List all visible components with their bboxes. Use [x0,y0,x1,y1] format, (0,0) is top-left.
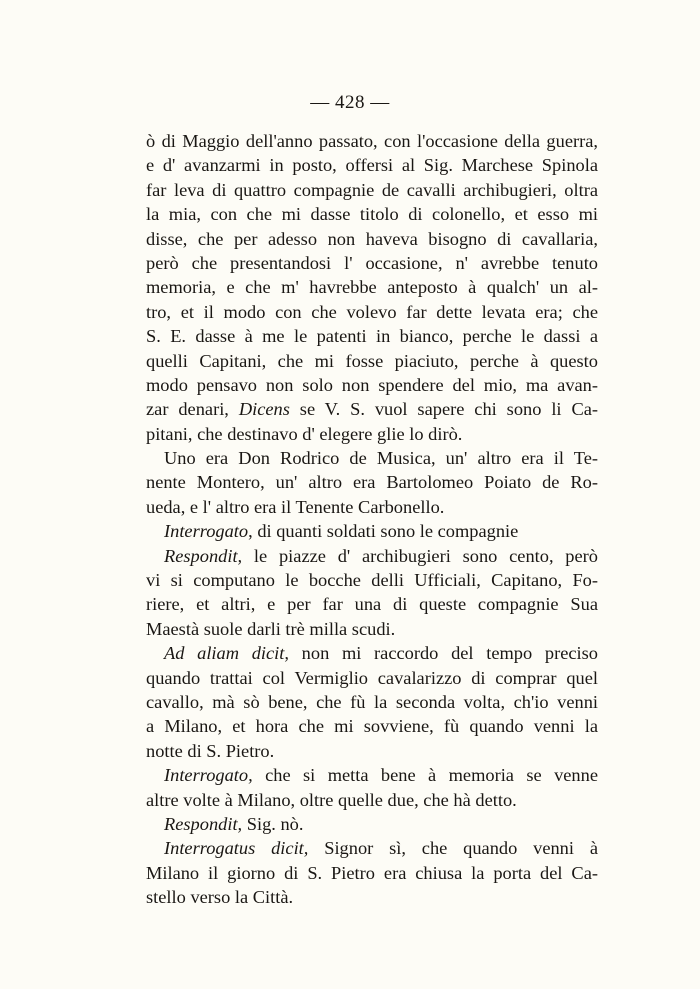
text-line [146,153,598,177]
text-line [146,373,598,397]
body-text [146,129,598,910]
italic-phrase: Dicens [238,399,290,420]
text-line [146,666,598,690]
text-line [146,178,598,202]
text-line [146,422,598,446]
text-line [146,763,598,787]
text-run: se V. S. vuol sapere chi sono li Ca- [289,399,598,420]
page-number: — 428 — [310,92,390,113]
text-line [146,129,598,153]
text-run: Uno era Don Rodrico de Musica, un' altro era il Te- [164,448,598,469]
text-run: , di quanti soldati sono le compagnie [248,521,519,542]
text-run: a Milano, et hora che mi sovviene, fù quando venni la [146,716,598,737]
italic-phrase: Interrogato, [164,765,253,786]
italic-phrase: Respondit, [164,813,243,834]
text-run: pitani, che destinavo d' elegere glie lo dirò. [146,423,463,444]
text-line [146,495,598,519]
text-line [146,349,598,373]
text-line [146,861,598,885]
text-run: vi si computano le bocche delli Ufficiali, Capitano, Fo- [146,570,598,591]
text-line [146,836,598,860]
text-run: le piazze d' archibugieri sono cento, però [242,545,598,566]
text-run: cavallo, mà sò bene, che fù la seconda volta, ch'io venni [146,691,598,712]
text-line [146,885,598,909]
text-run: ueda, e l' altro era il Tenente Carbonello. [146,496,445,517]
italic-phrase: Respondit, [164,545,243,566]
italic-phrase: Interrogato [164,521,249,542]
italic-phrase: Interrogatus dicit, [164,838,309,859]
text-line [146,812,598,836]
text-run: quando trattai col Vermiglio cavalarizzo di comprar quel [146,667,598,688]
text-run: la mia, con che mi dasse titolo di colonello, et esso mi [146,204,598,225]
text-run: disse, che per adesso non haveva bisogno di cavallaria, [146,228,598,249]
text-run: che si metta bene à memoria se venne [252,765,598,786]
text-run: stello verso la Città. [146,887,294,908]
text-run: però che presentandosi l' occasione, n' avrebbe tenuto [146,252,598,273]
text-line [146,617,598,641]
text-run: notte di S. Pietro. [146,740,275,761]
text-line [146,641,598,665]
text-run: Maestà suole darli trè milla scudi. [146,618,396,639]
text-run: altre volte à Milano, oltre quelle due, che hà detto. [146,789,517,810]
text-run: Milano il giorno di S. Pietro era chiusa la porta del Ca- [146,862,598,883]
text-line [146,300,598,324]
italic-phrase: Ad aliam dicit, [164,643,289,664]
text-run: tro, et il modo con che volevo far dette levata era; che [146,301,598,322]
text-run: riere, et altri, e per far una di queste compagnie Sua [146,594,598,615]
text-line [146,519,598,543]
text-line [146,714,598,738]
text-line [146,397,598,421]
text-run: modo pensavo non solo non spendere del mio, ma avan- [146,374,598,395]
text-run: Sig. nò. [242,813,304,834]
text-run: far leva di quattro compagnie de cavalli archibugieri, oltra [146,179,598,200]
text-line [146,251,598,275]
text-run: zar denari, [146,399,239,420]
text-line [146,446,598,470]
text-line [146,227,598,251]
text-run: S. E. dasse à me le patenti in bianco, perche le dassi a [146,326,598,347]
text-line [146,470,598,494]
text-line [146,788,598,812]
text-run: memoria, e che m' havrebbe anteposto à qualch' un al- [146,277,598,298]
text-run: non mi raccordo del tempo preciso [288,643,598,664]
text-line [146,275,598,299]
text-line [146,324,598,348]
text-line [146,690,598,714]
text-line [146,544,598,568]
text-line [146,568,598,592]
text-run: e d' avanzarmi in posto, offersi al Sig. Marchese Spinola [146,155,598,176]
text-run: ò di Maggio dell'anno passato, con l'occasione della guerra, [146,131,598,151]
text-line [146,739,598,763]
text-run: nente Montero, un' altro era Bartolomeo Poiato de Ro- [146,472,598,493]
text-line [146,202,598,226]
text-run: Signor sì, che quando venni à [308,838,598,859]
text-run: quelli Capitani, che mi fosse piaciuto, perche à questo [146,350,598,371]
text-line [146,592,598,616]
